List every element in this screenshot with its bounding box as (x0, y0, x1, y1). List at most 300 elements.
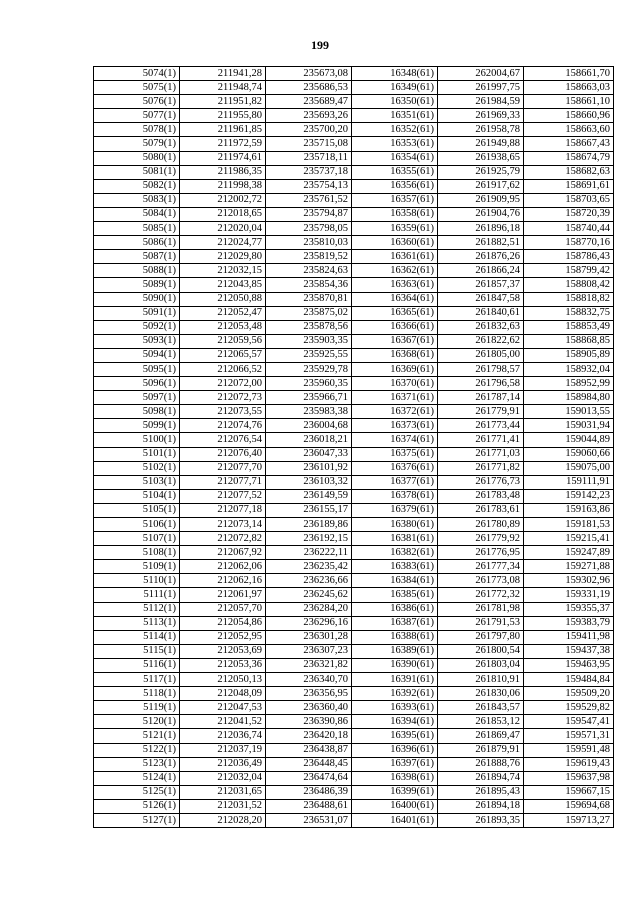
cell-y-right: 159411,98 (524, 630, 614, 644)
cell-y-left: 236531,07 (266, 813, 352, 827)
cell-x-left: 212072,73 (180, 391, 266, 405)
cell-x-left: 212052,95 (180, 630, 266, 644)
cell-point-id-right: 16388(61) (352, 630, 438, 644)
cell-point-id-left: 5086(1) (94, 236, 180, 250)
table-row (94, 362, 614, 376)
cell-point-id-right: 16371(61) (352, 391, 438, 405)
cell-y-left: 236047,33 (266, 447, 352, 461)
cell-point-id-left: 5075(1) (94, 81, 180, 95)
cell-point-id-left: 5074(1) (94, 67, 180, 81)
cell-x-left: 212053,69 (180, 644, 266, 658)
cell-x-right: 261909,95 (438, 193, 524, 207)
table-row (94, 250, 614, 264)
cell-point-id-right: 16352(61) (352, 123, 438, 137)
cell-x-right: 261791,53 (438, 616, 524, 630)
cell-point-id-left: 5124(1) (94, 771, 180, 785)
cell-point-id-right: 16361(61) (352, 250, 438, 264)
cell-y-left: 235960,35 (266, 377, 352, 391)
cell-point-id-left: 5122(1) (94, 743, 180, 757)
cell-y-right: 158720,39 (524, 207, 614, 221)
cell-point-id-left: 5117(1) (94, 673, 180, 687)
cell-x-right: 261772,32 (438, 588, 524, 602)
cell-x-left: 212073,55 (180, 405, 266, 419)
cell-point-id-left: 5126(1) (94, 799, 180, 813)
cell-point-id-left: 5103(1) (94, 475, 180, 489)
cell-point-id-left: 5108(1) (94, 546, 180, 560)
cell-x-right: 261783,61 (438, 503, 524, 517)
cell-x-left: 212062,06 (180, 560, 266, 574)
cell-x-right: 261800,54 (438, 644, 524, 658)
cell-x-right: 261869,47 (438, 729, 524, 743)
cell-x-right: 261876,26 (438, 250, 524, 264)
table-row (94, 560, 614, 574)
table-row (94, 489, 614, 503)
cell-y-left: 236356,95 (266, 687, 352, 701)
cell-point-id-left: 5106(1) (94, 518, 180, 532)
cell-x-right: 261805,00 (438, 348, 524, 362)
cell-y-left: 236245,62 (266, 588, 352, 602)
cell-point-id-right: 16350(61) (352, 95, 438, 109)
cell-y-right: 159547,41 (524, 715, 614, 729)
cell-point-id-right: 16383(61) (352, 560, 438, 574)
table-row (94, 461, 614, 475)
cell-point-id-left: 5089(1) (94, 278, 180, 292)
cell-point-id-left: 5096(1) (94, 377, 180, 391)
cell-y-right: 159437,38 (524, 644, 614, 658)
cell-y-right: 158853,49 (524, 320, 614, 334)
table-row (94, 630, 614, 644)
cell-x-left: 212077,18 (180, 503, 266, 517)
cell-y-right: 159163,86 (524, 503, 614, 517)
cell-x-left: 212054,86 (180, 616, 266, 630)
cell-y-right: 158660,96 (524, 109, 614, 123)
cell-x-left: 212053,48 (180, 320, 266, 334)
cell-point-id-left: 5091(1) (94, 306, 180, 320)
cell-y-right: 158667,43 (524, 137, 614, 151)
cell-point-id-left: 5109(1) (94, 560, 180, 574)
cell-point-id-right: 16393(61) (352, 701, 438, 715)
cell-x-left: 212024,77 (180, 236, 266, 250)
cell-point-id-left: 5099(1) (94, 419, 180, 433)
cell-y-right: 159637,98 (524, 771, 614, 785)
cell-y-left: 236018,21 (266, 433, 352, 447)
cell-y-right: 158808,42 (524, 278, 614, 292)
cell-x-right: 261997,75 (438, 81, 524, 95)
cell-point-id-right: 16359(61) (352, 222, 438, 236)
cell-x-right: 261847,58 (438, 292, 524, 306)
cell-y-right: 159075,00 (524, 461, 614, 475)
cell-x-right: 261797,80 (438, 630, 524, 644)
cell-y-right: 158661,10 (524, 95, 614, 109)
cell-point-id-left: 5118(1) (94, 687, 180, 701)
cell-point-id-right: 16365(61) (352, 306, 438, 320)
cell-point-id-right: 16367(61) (352, 334, 438, 348)
table-row (94, 503, 614, 517)
cell-y-right: 158663,60 (524, 123, 614, 137)
cell-x-left: 212065,57 (180, 348, 266, 362)
cell-point-id-right: 16354(61) (352, 151, 438, 165)
cell-y-left: 236420,18 (266, 729, 352, 743)
cell-x-left: 212028,20 (180, 813, 266, 827)
cell-x-left: 212050,88 (180, 292, 266, 306)
cell-point-id-right: 16396(61) (352, 743, 438, 757)
cell-y-left: 236222,11 (266, 546, 352, 560)
cell-point-id-right: 16373(61) (352, 419, 438, 433)
cell-y-right: 159694,68 (524, 799, 614, 813)
cell-y-right: 159247,89 (524, 546, 614, 560)
cell-x-left: 211941,28 (180, 67, 266, 81)
cell-x-left: 212018,65 (180, 207, 266, 221)
cell-point-id-right: 16375(61) (352, 447, 438, 461)
table-row (94, 602, 614, 616)
coordinates-table (93, 66, 614, 828)
table-row (94, 687, 614, 701)
cell-x-right: 261776,95 (438, 546, 524, 560)
cell-point-id-left: 5112(1) (94, 602, 180, 616)
cell-y-left: 236340,70 (266, 673, 352, 687)
cell-y-left: 236390,86 (266, 715, 352, 729)
cell-x-right: 261853,12 (438, 715, 524, 729)
cell-x-left: 212032,15 (180, 264, 266, 278)
cell-y-right: 159142,23 (524, 489, 614, 503)
cell-x-right: 261787,14 (438, 391, 524, 405)
cell-y-left: 236474,64 (266, 771, 352, 785)
cell-point-id-left: 5120(1) (94, 715, 180, 729)
cell-x-left: 212041,52 (180, 715, 266, 729)
table-row (94, 179, 614, 193)
cell-x-right: 261771,82 (438, 461, 524, 475)
cell-point-id-right: 16357(61) (352, 193, 438, 207)
cell-y-left: 236235,42 (266, 560, 352, 574)
cell-point-id-right: 16386(61) (352, 602, 438, 616)
cell-y-left: 236155,17 (266, 503, 352, 517)
cell-y-right: 158663,03 (524, 81, 614, 95)
cell-x-right: 261776,73 (438, 475, 524, 489)
cell-x-right: 261938,65 (438, 151, 524, 165)
cell-x-right: 261843,57 (438, 701, 524, 715)
cell-point-id-left: 5088(1) (94, 264, 180, 278)
cell-y-left: 235810,03 (266, 236, 352, 250)
cell-x-right: 261840,61 (438, 306, 524, 320)
cell-x-right: 261781,98 (438, 602, 524, 616)
cell-y-right: 158818,82 (524, 292, 614, 306)
cell-y-left: 236307,23 (266, 644, 352, 658)
cell-x-right: 261832,63 (438, 320, 524, 334)
cell-x-right: 261866,24 (438, 264, 524, 278)
cell-point-id-right: 16390(61) (352, 658, 438, 672)
cell-point-id-right: 16353(61) (352, 137, 438, 151)
table-row (94, 278, 614, 292)
table-row (94, 433, 614, 447)
cell-y-right: 159571,31 (524, 729, 614, 743)
cell-point-id-left: 5077(1) (94, 109, 180, 123)
cell-x-right: 261894,18 (438, 799, 524, 813)
cell-point-id-left: 5093(1) (94, 334, 180, 348)
table-row (94, 137, 614, 151)
cell-y-left: 236360,40 (266, 701, 352, 715)
cell-y-right: 159463,95 (524, 658, 614, 672)
table-row (94, 377, 614, 391)
table-row (94, 165, 614, 179)
table-row (94, 715, 614, 729)
cell-point-id-right: 16387(61) (352, 616, 438, 630)
cell-point-id-left: 5116(1) (94, 658, 180, 672)
table-row (94, 236, 614, 250)
cell-point-id-left: 5102(1) (94, 461, 180, 475)
cell-y-right: 158682,63 (524, 165, 614, 179)
table-row (94, 81, 614, 95)
cell-y-left: 235700,20 (266, 123, 352, 137)
cell-y-left: 236189,86 (266, 518, 352, 532)
cell-y-right: 159013,55 (524, 405, 614, 419)
cell-x-left: 212077,70 (180, 461, 266, 475)
cell-y-left: 236438,87 (266, 743, 352, 757)
cell-x-left: 211951,82 (180, 95, 266, 109)
cell-x-left: 212057,70 (180, 602, 266, 616)
cell-point-id-right: 16364(61) (352, 292, 438, 306)
table-row (94, 391, 614, 405)
cell-y-left: 236448,45 (266, 757, 352, 771)
table-row (94, 222, 614, 236)
cell-x-left: 211972,59 (180, 137, 266, 151)
cell-point-id-right: 16392(61) (352, 687, 438, 701)
table-row (94, 644, 614, 658)
cell-y-left: 236488,61 (266, 799, 352, 813)
cell-point-id-right: 16389(61) (352, 644, 438, 658)
cell-y-right: 159383,79 (524, 616, 614, 630)
cell-x-left: 211955,80 (180, 109, 266, 123)
cell-point-id-left: 5081(1) (94, 165, 180, 179)
cell-x-left: 212031,52 (180, 799, 266, 813)
cell-y-left: 235686,53 (266, 81, 352, 95)
cell-x-left: 212067,92 (180, 546, 266, 560)
table-row (94, 292, 614, 306)
cell-x-right: 261879,91 (438, 743, 524, 757)
cell-point-id-left: 5090(1) (94, 292, 180, 306)
table-row (94, 123, 614, 137)
table-row (94, 95, 614, 109)
cell-y-left: 235903,35 (266, 334, 352, 348)
cell-y-right: 159044,89 (524, 433, 614, 447)
cell-point-id-right: 16374(61) (352, 433, 438, 447)
cell-y-right: 158868,85 (524, 334, 614, 348)
cell-point-id-right: 16362(61) (352, 264, 438, 278)
cell-point-id-right: 16401(61) (352, 813, 438, 827)
cell-point-id-right: 16363(61) (352, 278, 438, 292)
cell-x-right: 261783,48 (438, 489, 524, 503)
cell-y-right: 158703,65 (524, 193, 614, 207)
cell-y-left: 235819,52 (266, 250, 352, 264)
cell-y-right: 158799,42 (524, 264, 614, 278)
cell-y-right: 159302,96 (524, 574, 614, 588)
table-row (94, 419, 614, 433)
cell-x-right: 261888,76 (438, 757, 524, 771)
cell-x-left: 212074,76 (180, 419, 266, 433)
cell-point-id-left: 5100(1) (94, 433, 180, 447)
cell-y-left: 236103,32 (266, 475, 352, 489)
cell-point-id-left: 5101(1) (94, 447, 180, 461)
table-row (94, 67, 614, 81)
cell-point-id-right: 16370(61) (352, 377, 438, 391)
table-row (94, 658, 614, 672)
cell-point-id-right: 16360(61) (352, 236, 438, 250)
cell-point-id-right: 16395(61) (352, 729, 438, 743)
cell-x-right: 261810,91 (438, 673, 524, 687)
table-body (94, 67, 614, 828)
table-row (94, 207, 614, 221)
table-row (94, 320, 614, 334)
cell-x-left: 212077,52 (180, 489, 266, 503)
cell-point-id-left: 5114(1) (94, 630, 180, 644)
cell-x-left: 212020,04 (180, 222, 266, 236)
cell-x-left: 212031,65 (180, 785, 266, 799)
cell-x-right: 261803,04 (438, 658, 524, 672)
cell-y-left: 236149,59 (266, 489, 352, 503)
cell-point-id-left: 5087(1) (94, 250, 180, 264)
table-row (94, 546, 614, 560)
cell-x-right: 261969,33 (438, 109, 524, 123)
cell-point-id-left: 5121(1) (94, 729, 180, 743)
cell-y-right: 158832,75 (524, 306, 614, 320)
cell-y-right: 159355,37 (524, 602, 614, 616)
cell-point-id-right: 16384(61) (352, 574, 438, 588)
cell-x-right: 261857,37 (438, 278, 524, 292)
cell-x-right: 261882,51 (438, 236, 524, 250)
cell-y-left: 235854,36 (266, 278, 352, 292)
cell-x-left: 212050,13 (180, 673, 266, 687)
table-row (94, 673, 614, 687)
cell-x-left: 212066,52 (180, 362, 266, 376)
cell-x-right: 261822,62 (438, 334, 524, 348)
cell-point-id-right: 16378(61) (352, 489, 438, 503)
cell-point-id-left: 5104(1) (94, 489, 180, 503)
cell-x-left: 212032,04 (180, 771, 266, 785)
cell-point-id-right: 16355(61) (352, 165, 438, 179)
cell-x-left: 212036,49 (180, 757, 266, 771)
cell-point-id-left: 5107(1) (94, 532, 180, 546)
cell-x-right: 261958,78 (438, 123, 524, 137)
table-row (94, 518, 614, 532)
table-row (94, 588, 614, 602)
cell-y-left: 235794,87 (266, 207, 352, 221)
cell-y-right: 159181,53 (524, 518, 614, 532)
table-row (94, 334, 614, 348)
cell-y-left: 236486,39 (266, 785, 352, 799)
cell-point-id-left: 5092(1) (94, 320, 180, 334)
cell-point-id-right: 16385(61) (352, 588, 438, 602)
table-row (94, 813, 614, 827)
cell-y-left: 236321,82 (266, 658, 352, 672)
cell-y-right: 158661,70 (524, 67, 614, 81)
cell-y-left: 235878,56 (266, 320, 352, 334)
table-row (94, 264, 614, 278)
cell-x-left: 212059,56 (180, 334, 266, 348)
cell-x-left: 212037,19 (180, 743, 266, 757)
cell-y-left: 236101,92 (266, 461, 352, 475)
cell-x-left: 212062,16 (180, 574, 266, 588)
cell-x-right: 261896,18 (438, 222, 524, 236)
cell-x-left: 212002,72 (180, 193, 266, 207)
table-row (94, 616, 614, 630)
table-row (94, 532, 614, 546)
cell-point-id-left: 5097(1) (94, 391, 180, 405)
cell-point-id-left: 5079(1) (94, 137, 180, 151)
cell-point-id-right: 16394(61) (352, 715, 438, 729)
cell-y-left: 235929,78 (266, 362, 352, 376)
table-row (94, 799, 614, 813)
cell-point-id-left: 5098(1) (94, 405, 180, 419)
cell-x-right: 261949,88 (438, 137, 524, 151)
cell-point-id-left: 5084(1) (94, 207, 180, 221)
cell-x-left: 212073,14 (180, 518, 266, 532)
cell-x-right: 261779,92 (438, 532, 524, 546)
cell-x-right: 261925,79 (438, 165, 524, 179)
cell-x-left: 211974,61 (180, 151, 266, 165)
cell-point-id-right: 16358(61) (352, 207, 438, 221)
cell-y-left: 235761,52 (266, 193, 352, 207)
cell-x-right: 261830,06 (438, 687, 524, 701)
cell-point-id-left: 5111(1) (94, 588, 180, 602)
cell-point-id-right: 16356(61) (352, 179, 438, 193)
cell-x-left: 211998,38 (180, 179, 266, 193)
cell-x-right: 261773,44 (438, 419, 524, 433)
cell-y-left: 236296,16 (266, 616, 352, 630)
cell-x-right: 261904,76 (438, 207, 524, 221)
cell-y-right: 158786,43 (524, 250, 614, 264)
cell-point-id-left: 5127(1) (94, 813, 180, 827)
cell-point-id-right: 16368(61) (352, 348, 438, 362)
table-row (94, 306, 614, 320)
cell-y-left: 236192,15 (266, 532, 352, 546)
cell-x-right: 261893,35 (438, 813, 524, 827)
cell-y-right: 159111,91 (524, 475, 614, 489)
cell-point-id-right: 16366(61) (352, 320, 438, 334)
cell-x-right: 261773,08 (438, 574, 524, 588)
cell-y-left: 236004,68 (266, 419, 352, 433)
cell-point-id-right: 16398(61) (352, 771, 438, 785)
cell-y-right: 159713,27 (524, 813, 614, 827)
cell-x-left: 212076,40 (180, 447, 266, 461)
cell-point-id-right: 16372(61) (352, 405, 438, 419)
cell-x-right: 261780,89 (438, 518, 524, 532)
cell-y-right: 158952,99 (524, 377, 614, 391)
table-row (94, 405, 614, 419)
cell-y-left: 236301,28 (266, 630, 352, 644)
cell-point-id-right: 16377(61) (352, 475, 438, 489)
cell-point-id-right: 16397(61) (352, 757, 438, 771)
cell-point-id-left: 5095(1) (94, 362, 180, 376)
cell-x-left: 212072,00 (180, 377, 266, 391)
cell-point-id-right: 16348(61) (352, 67, 438, 81)
cell-y-right: 158674,79 (524, 151, 614, 165)
table-row (94, 757, 614, 771)
table-row (94, 475, 614, 489)
cell-x-left: 212053,36 (180, 658, 266, 672)
cell-y-left: 235983,38 (266, 405, 352, 419)
cell-y-left: 235875,02 (266, 306, 352, 320)
cell-point-id-left: 5085(1) (94, 222, 180, 236)
cell-x-left: 212061,97 (180, 588, 266, 602)
table-row (94, 574, 614, 588)
table-row (94, 729, 614, 743)
table-row (94, 701, 614, 715)
cell-x-left: 212077,71 (180, 475, 266, 489)
cell-y-left: 235925,55 (266, 348, 352, 362)
cell-x-left: 212048,09 (180, 687, 266, 701)
table-row (94, 771, 614, 785)
cell-point-id-right: 16400(61) (352, 799, 438, 813)
cell-point-id-left: 5105(1) (94, 503, 180, 517)
